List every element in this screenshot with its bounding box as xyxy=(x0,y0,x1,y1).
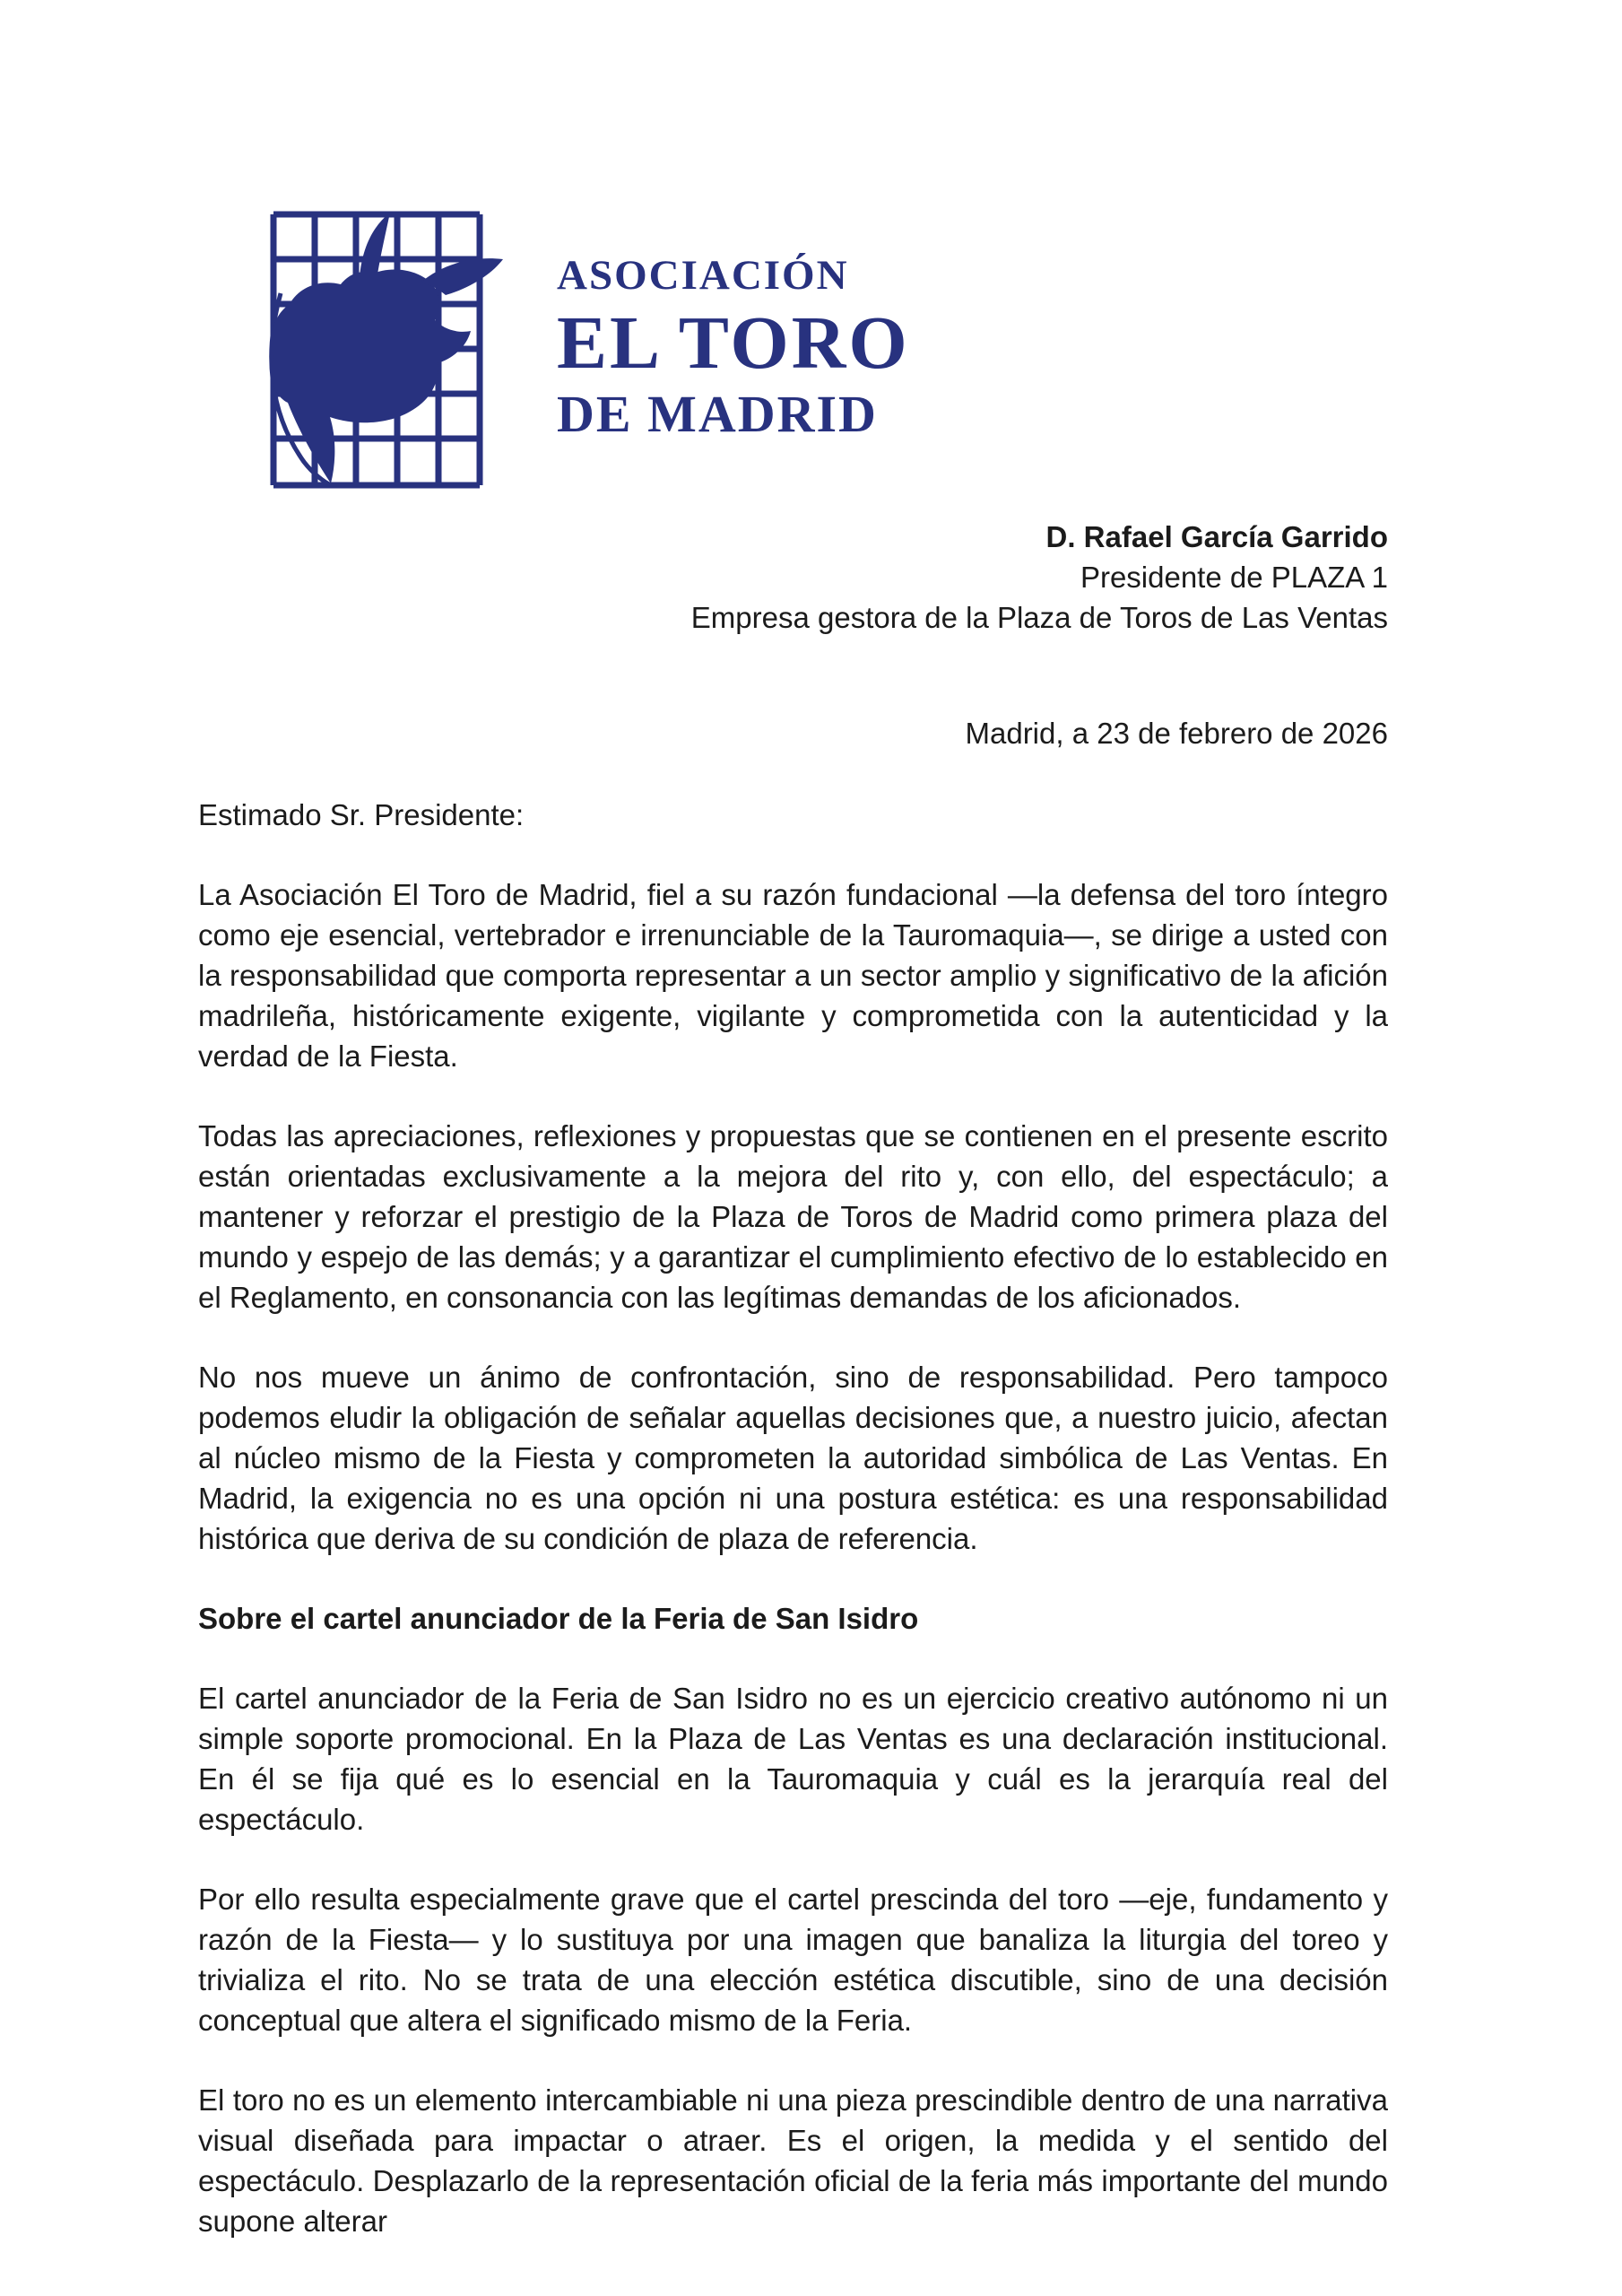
recipient-organization: Empresa gestora de la Plaza de Toros de Las Ventas xyxy=(690,601,1388,634)
paragraph: Todas las apreciaciones, reflexiones y propuestas que se contienen en el presente escrito están orientadas exclusivamente a la mejora del rito y, con ello, del espectáculo; a mantener y reforzar el prestigio de la Plaza de Toros de Madrid como primera plaza del mundo y espejo de las demás; y a garantizar el cumplimiento efectivo de lo establecido en el Reglamento, en consonancia con las legítimas demandas de los aficionados. xyxy=(198,1119,1388,1314)
wordmark-line-el-toro: EL TORO xyxy=(557,301,910,385)
paragraph: La Asociación El Toro de Madrid, fiel a su razón fundacional —la defensa del toro íntegro como eje esencial, vertebrador e irrenunciable de la Tauromaquia—, se dirige a usted con la responsabilidad que comporta representar a un sector amplio y significativo de la afición madrileña, históricamente exigente, vigilante y comprometida con la autenticidad y la verdad de la Fiesta. xyxy=(198,878,1388,1073)
recipient-name: D. Rafael García Garrido xyxy=(1045,520,1388,553)
paragraph: El cartel anunciador de la Feria de San Isidro no es un ejercicio creativo autónomo ni un simple soporte promocional. En la Plaza de Las Ventas es una declaración institucional. En él se fija qué es lo esencial en la Tauromaquia y cuál es la jerarquía real del espectáculo. xyxy=(198,1682,1388,1836)
paragraph: El toro no es un elemento intercambiable ni una pieza prescindible dentro de una narrativa visual diseñada para impactar o atraer. Es el origen, la medida y el sentido del espectáculo. Desplazarlo de la representación oficial de la feria más importante del mundo supone alterar xyxy=(198,2083,1388,2238)
association-logo xyxy=(254,193,1388,502)
recipient-role: Presidente de PLAZA 1 xyxy=(1080,561,1388,594)
section-heading: Sobre el cartel anunciador de la Feria de San Isidro xyxy=(198,1602,919,1635)
paragraph: Por ello resulta especialmente grave que el cartel prescinda del toro —eje, fundamento y razón de la Fiesta— y lo sustituya por una imagen que banaliza la liturgia del toreo y trivializa el rito. No se trata de una elección estética discutible, sino de una decisión conceptual que altera el significado mismo de la Feria. xyxy=(198,1883,1388,2037)
wordmark-line-de-madrid: DE MADRID xyxy=(557,385,878,443)
dateline: Madrid, a 23 de febrero de 2026 xyxy=(965,717,1388,750)
recipient-block xyxy=(198,517,1388,638)
bull-gate-logo-icon xyxy=(254,200,523,496)
wordmark-line-asociacion: ASOCIACIÓN xyxy=(557,252,849,299)
paragraph: No nos mueve un ánimo de confrontación, sino de responsabilidad. Pero tampoco podemos eludir la obligación de señalar aquellas decisiones que, a nuestro juicio, afectan al núcleo mismo de la Fiesta y comprometen la autoridad simbólica de Las Ventas. En Madrid, la exigencia no es una opción ni una postura estética: es una responsabilidad histórica que deriva de su condición de plaza de referencia. xyxy=(198,1361,1388,1555)
salutation: Estimado Sr. Presidente: xyxy=(198,798,525,831)
association-wordmark xyxy=(557,252,910,443)
